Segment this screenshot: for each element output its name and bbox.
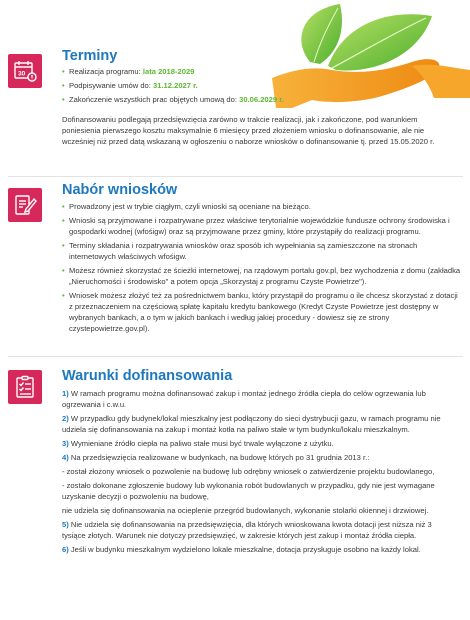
document-pen-icon: [8, 188, 42, 222]
calendar-icon: [8, 54, 42, 88]
list-item: 6) Jeśli w budynku mieszkalnym wydzielono lokale mieszkalne, dotacja przysługuje osobno na każdy lokal.: [62, 545, 421, 554]
nabor-list: [62, 201, 462, 337]
checklist-icon: [8, 370, 42, 404]
section-title-nabor: Nabór wniosków: [62, 182, 178, 198]
list-item: - zostało dokonane zgłoszenie budowy lub wykonania robót budowlanych w przypadku, gdy nie jest wymagane uzyskanie decyzji o pozwoleniu na budowę,: [62, 481, 435, 501]
list-item: • Możesz również skorzystać ze ścieżki internetowej, na rządowym portalu gov.pl, bez wychodzenia z domu (zakładka „Nieruchomości i środowisko" a potem opcja „Skorzystaj z programu Czyste Powietrze").: [62, 265, 462, 287]
list-item: 1) W ramach programu można dofinansować zakup i montaż jednego źródła ciepła do celów ogrzewania lub ogrzewania i c.w.u.: [62, 389, 426, 409]
svg-text:30: 30: [18, 70, 26, 78]
section-title-terminy: Terminy: [62, 48, 118, 64]
warunki-list: [62, 388, 457, 558]
list-item: 3) Wymieniane źródło ciepła na paliwo stałe musi być trwale wyłączone z użytku.: [62, 439, 334, 448]
list-item: • Wnioski są przyjmowane i rozpatrywane przez właściwe terytorialnie wojewódzkie fundusze ochrony środowiska i gospodarki wodnej (wfośigw) oraz są przyjmowane przez gminy, które przystąpiły do realizacji programu.: [62, 215, 462, 237]
list-item: 2) W przypadku gdy budynek/lokal mieszkalny jest podłączony do sieci dystrybucji gazu, w ramach programu nie udziela się dofinansowania na zakup i montaż kotła na paliwo stałe w tym budynku/lokalu mieszkalnym.: [62, 414, 441, 434]
list-item: • Realizacja programu: lata 2018-2029: [62, 66, 462, 77]
terminy-paragraph: Dofinansowaniu podlegają przedsięwzięcia zarówno w trakcie realizacji, jak i zakończone, pod warunkiem poniesienia pierwszego kosztu maksymalnie 6 miesięcy przed złożeniem wniosku o dofinansowanie, ale nie wcześniej niż przed datą wskazaną w ogłoszeniu o naborze wniosków o dofinansowanie tj. przed 15.05.2020 r.: [62, 115, 435, 146]
list-item: • Zakończenie wszystkich prac objętych umową do: 30.06.2029 r.: [62, 94, 462, 105]
list-item: • Podpisywanie umów do: 31.12.2027 r.: [62, 80, 462, 91]
list-item: • Prowadzony jest w trybie ciągłym, czyli wnioski są oceniane na bieżąco.: [62, 201, 462, 212]
list-item: 5) Nie udziela się dofinansowania na przedsięwzięcia, dla których wnioskowana kwota dotacji jest niższa niż 3 tysiące złotych. Warunek nie dotyczy przedsięwzięć, w zakresie których jest zakup i montaż źródła ciepła.: [62, 520, 432, 540]
list-item: • Terminy składania i rozpatrywania wniosków oraz sposób ich wypełniania są zamieszczone na stronach internetowych właściwych wfośigw.: [62, 240, 462, 262]
list-item: nie udziela się dofinansowania na ocieplenie przegród budowlanych, wykonanie stolarki okiennej i drzwiowej.: [62, 506, 429, 515]
divider: [8, 356, 463, 357]
section-title-warunki: Warunki dofinansowania: [62, 368, 233, 384]
list-item: - został złożony wniosek o pozwolenie na budowę lub odrębny wniosek o zatwierdzenie projektu budowlanego,: [62, 467, 435, 476]
divider: [8, 176, 463, 177]
list-item: 4) Na przedsięwzięcia realizowane w budynkach, na budowę których po 31 grudnia 2013 r.:: [62, 453, 370, 462]
terminy-list: [62, 66, 462, 108]
list-item: • Wniosek możesz złożyć też za pośrednictwem banku, który przystąpił do programu o ile chcesz skorzystać z dotacji z przeznaczeniem na częściową spłatę kapitału kredytu bankowego (Kredyt Czyste Powietrze jest dostępny w wybranych bankach, a o tym w jakich bankach i według jakiej procedury - dowiesz się ze strony czystepowietrze.gov.pl).: [62, 290, 462, 334]
